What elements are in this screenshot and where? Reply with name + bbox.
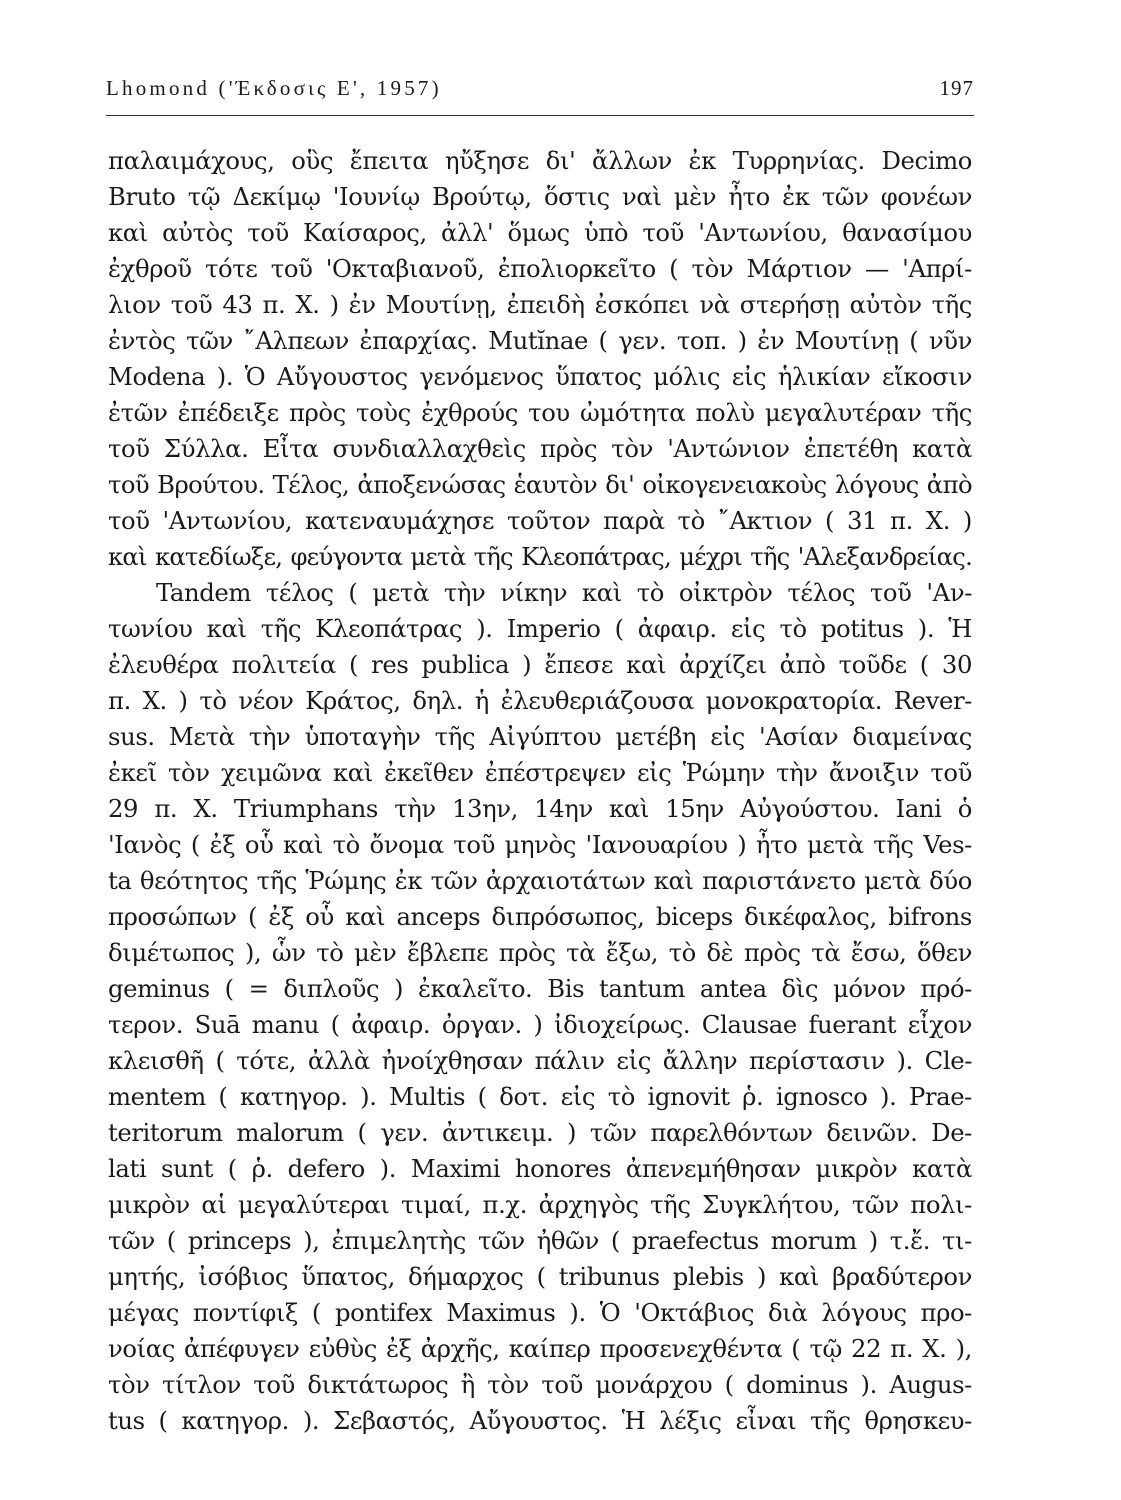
text-line: ἐτῶν ἐπέδειξε πρὸς τοὺς ἐχθρούς του ὠμότητα πολὺ μεγαλυτέραν τῆς <box>108 398 972 427</box>
text-line: τῶν ( princeps ), ἐπιμελητὴς τῶν ἠθῶν ( praefectus morum ) τ.ἔ. τι- <box>108 1226 972 1255</box>
text-line: ἐχθροῦ τότε τοῦ 'Οκταβιανοῦ, ἐπολιορκεῖτο ( τὸν Μάρτιον — 'Απρί- <box>108 254 972 283</box>
text-line: geminus ( = διπλοῦς ) ἐκαλεῖτο. Bis tantum antea δὶς μόνον πρό- <box>108 974 972 1003</box>
text-line: καὶ αὐτὸς τοῦ Καίσαρος, ἀλλ' ὅμως ὑπὸ τοῦ 'Αντωνίου, θανασίμου <box>108 218 972 247</box>
text-line: προσώπων ( ἐξ οὗ καὶ anceps διπρόσωπος, biceps δικέφαλος, bifrons <box>108 902 972 931</box>
text-line: παλαιμάχους, οὓς ἔπειτα ηὔξησε δι' ἄλλων ἐκ Τυρρηνίας. Decimo <box>108 146 972 175</box>
text-line: lati sunt ( ῥ. defero ). Maximi honores ἀπενεμήθησαν μικρὸν κατὰ <box>108 1154 972 1183</box>
text-line: καὶ κατεδίωξε, φεύγοντα μετὰ τῆς Κλεοπάτρας, μέχρι τῆς 'Αλεξανδρείας. <box>108 542 972 571</box>
text-line: λιον τοῦ 43 π. Χ. ) ἐν Μουτίνῃ, ἐπειδὴ ἐσκόπει νὰ στερήσῃ αὐτὸν τῆς <box>108 290 972 319</box>
text-line: ἐλευθέρα πολιτεία ( res publica ) ἔπεσε καὶ ἀρχίζει ἀπὸ τοῦδε ( 30 <box>108 650 972 679</box>
text-line: ta θεότητος τῆς Ῥώμης ἐκ τῶν ἀρχαιοτάτων καὶ παριστάνετο μετὰ δύο <box>108 866 972 895</box>
text-line: τοῦ Σύλλα. Εἶτα συνδιαλλαχθεὶς πρὸς τὸν 'Αντώνιον ἐπετέθη κατὰ <box>108 434 972 463</box>
text-line: ἐντὸς τῶν ῎Αλπεων ἐπαρχίας. Mutĭnae ( γεν. τοπ. ) ἐν Μουτίνῃ ( νῦν <box>108 326 972 355</box>
text-line: διμέτωπος ), ὧν τὸ μὲν ἔβλεπε πρὸς τὰ ἔξω, τὸ δὲ πρὸς τὰ ἔσω, ὅθεν <box>108 938 972 967</box>
header-title: Lhomond ('Έκδοσις Ε', 1957) <box>106 76 442 100</box>
text-line: sus. Μετὰ τὴν ὑποταγὴν τῆς Αἰγύπτου μετέβη εἰς 'Ασίαν διαμείνας <box>108 722 972 751</box>
text-line: tus ( κατηγορ. ). Σεβαστός, Αὔγουστος. Ἡ λέξις εἶναι τῆς θρησκευ- <box>108 1406 972 1435</box>
page-number: 197 <box>939 76 974 100</box>
text-line: μικρὸν αἱ μεγαλύτεραι τιμαί, π.χ. ἀρχηγὸς τῆς Συγκλήτου, τῶν πολι- <box>108 1190 972 1219</box>
text-line: νοίας ἀπέφυγεν εὐθὺς ἐξ ἀρχῆς, καίπερ προσενεχθέντα ( τῷ 22 π. Χ. ), <box>108 1334 972 1363</box>
text-line: τερον. Suā manu ( ἀφαιρ. ὀργαν. ) ἰδιοχείρως. Clausae fuerant εἶχον <box>108 1010 972 1039</box>
paragraph-start-line: Tandem τέλος ( μετὰ τὴν νίκην καὶ τὸ οἰκτρὸν τέλος τοῦ 'Αν- <box>156 578 972 607</box>
text-line: τοῦ 'Αντωνίου, κατεναυμάχησε τοῦτον παρὰ τὸ ῎Ακτιον ( 31 π. Χ. ) <box>108 506 972 535</box>
text-line: μητής, ἰσόβιος ὕπατος, δήμαρχος ( tribunus plebis ) καὶ βραδύτερον <box>108 1262 972 1291</box>
text-line: τοῦ Βρούτου. Τέλος, ἀποξενώσας ἑαυτὸν δι' οἰκογενειακοὺς λόγους ἀπὸ <box>108 470 972 499</box>
text-line: π. Χ. ) τὸ νέον Κράτος, δηλ. ἡ ἐλευθεριάζουσα μονοκρατορία. Rever- <box>108 686 972 715</box>
running-header <box>106 76 974 106</box>
text-line: Modena ). Ὁ Αὔγουστος γενόμενος ὕπατος μόλις εἰς ἡλικίαν εἴκοσιν <box>108 362 972 391</box>
text-line: Bruto τῷ Δεκίμῳ 'Ιουνίῳ Βρούτῳ, ὅστις ναὶ μὲν ἦτο ἐκ τῶν φονέων <box>108 182 972 211</box>
text-line: mentem ( κατηγορ. ). Multis ( δοτ. εἰς τὸ ignovit ῥ. ignosco ). Prae- <box>108 1082 972 1111</box>
text-line: 'Ιανὸς ( ἐξ οὗ καὶ τὸ ὄνομα τοῦ μηνὸς 'Ιανουαρίου ) ἦτο μετὰ τῆς Ves- <box>108 830 972 859</box>
text-line: ἐκεῖ τὸν χειμῶνα καὶ ἐκεῖθεν ἐπέστρεψεν εἰς Ῥώμην τὴν ἄνοιξιν τοῦ <box>108 758 972 787</box>
text-line: τὸν τίτλον τοῦ δικτάτωρος ἢ τὸν τοῦ μονάρχου ( dominus ). Augus- <box>108 1370 972 1399</box>
header-rule <box>106 115 974 116</box>
text-line: teritorum malorum ( γεν. ἀντικειμ. ) τῶν παρελθόντων δεινῶν. De- <box>108 1118 972 1147</box>
text-line: κλεισθῆ ( τότε, ἀλλὰ ἠνοίχθησαν πάλιν εἰς ἄλλην περίστασιν ). Cle- <box>108 1046 972 1075</box>
body-text <box>108 143 972 1439</box>
text-line: τωνίου καὶ τῆς Κλεοπάτρας ). Imperio ( ἀφαιρ. εἰς τὸ potitus ). Ἡ <box>108 614 972 643</box>
text-line: 29 π. Χ. Triumphans τὴν 13ην, 14ην καὶ 15ην Αὐγούστου. Iani ὁ <box>108 794 972 823</box>
text-line: μέγας ποντίφιξ ( pontifex Maximus ). Ὁ 'Οκτάβιος διὰ λόγους προ- <box>108 1298 972 1327</box>
